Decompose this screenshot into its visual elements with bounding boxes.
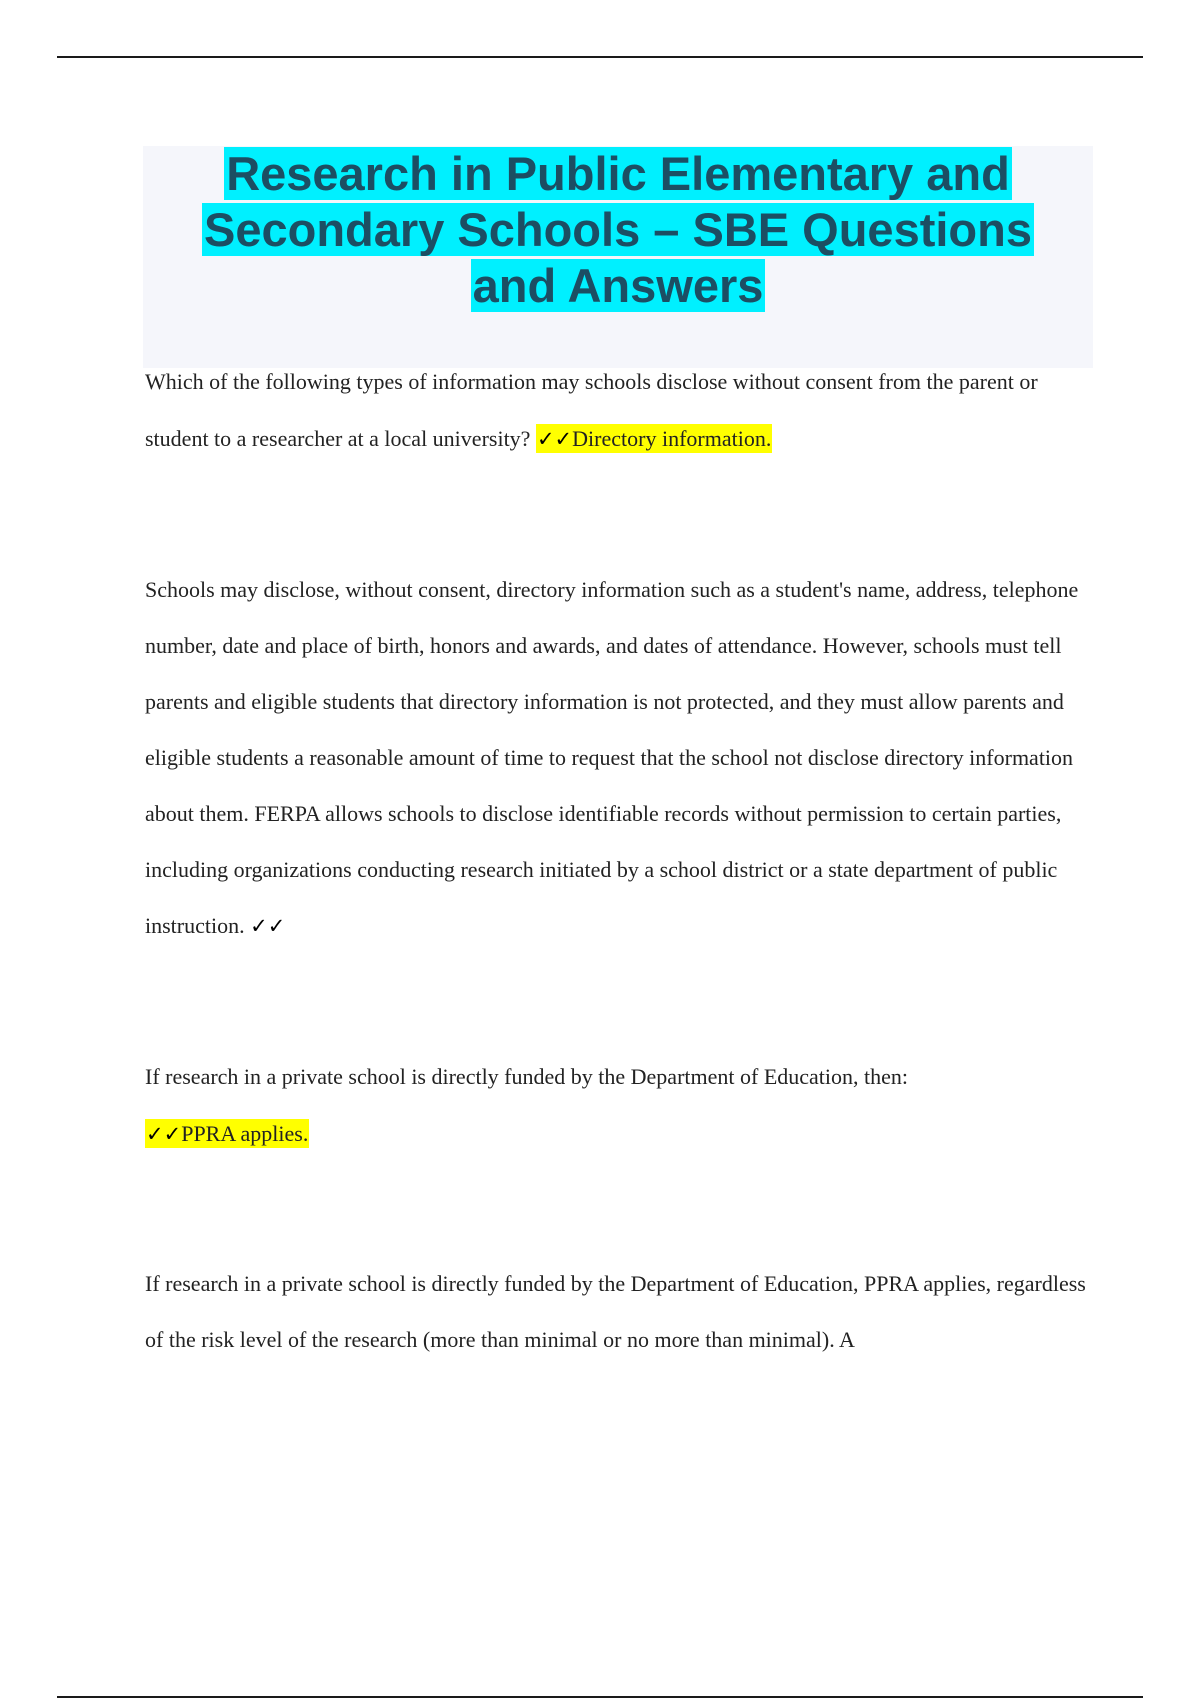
explanation-1-text: Schools may disclose, without consent, directory information such as a student's name, address, telephone number, date and place of birth, honors and awards, and dates of attendance. However, schools must tell parents and eligible students that directory information is not protected, and they must allow parents and eligible students a reasonable amount of time to request that the school not disclose directory information about them. FERPA allows schools to disclose identifiable records without permission to certain parties, including organizations conducting research initiated by a school district or a state department of public instruction. <box>145 577 1079 938</box>
answer-2-text: PPRA applies. <box>181 1121 309 1146</box>
explanation-1 <box>145 562 1095 954</box>
answer-2-highlight <box>145 1119 309 1148</box>
title-banner <box>143 146 1093 368</box>
question-2-text: If research in a private school is directly funded by the Department of Education, then: <box>145 1064 909 1089</box>
explanation-2-text: If research in a private school is directly funded by the Department of Education, PPRA applies, regardless of the risk level of the research (more than minimal or no more than minimal). A <box>145 1271 1086 1352</box>
answer-1-text: Directory information. <box>572 426 772 451</box>
question-2 <box>145 1048 1095 1163</box>
question-1 <box>145 353 1095 468</box>
title-line-3: and Answers <box>472 259 764 312</box>
check-mark-icon: ✓✓ <box>536 427 573 451</box>
check-mark-icon: ✓✓ <box>250 914 286 938</box>
title-line-1: Research in Public Elementary and <box>226 147 1010 200</box>
title-line-2: Secondary Schools – SBE Questions <box>204 203 1032 256</box>
question-1-text: Which of the following types of information may schools disclose without consent from the parent or student to a researcher at a local university? <box>145 369 1038 451</box>
answer-1-highlight <box>536 424 772 453</box>
bottom-rule <box>57 1696 1143 1698</box>
check-mark-icon: ✓✓ <box>146 1122 182 1146</box>
explanation-2 <box>145 1256 1095 1368</box>
top-rule <box>57 56 1143 58</box>
page-title <box>143 146 1093 314</box>
